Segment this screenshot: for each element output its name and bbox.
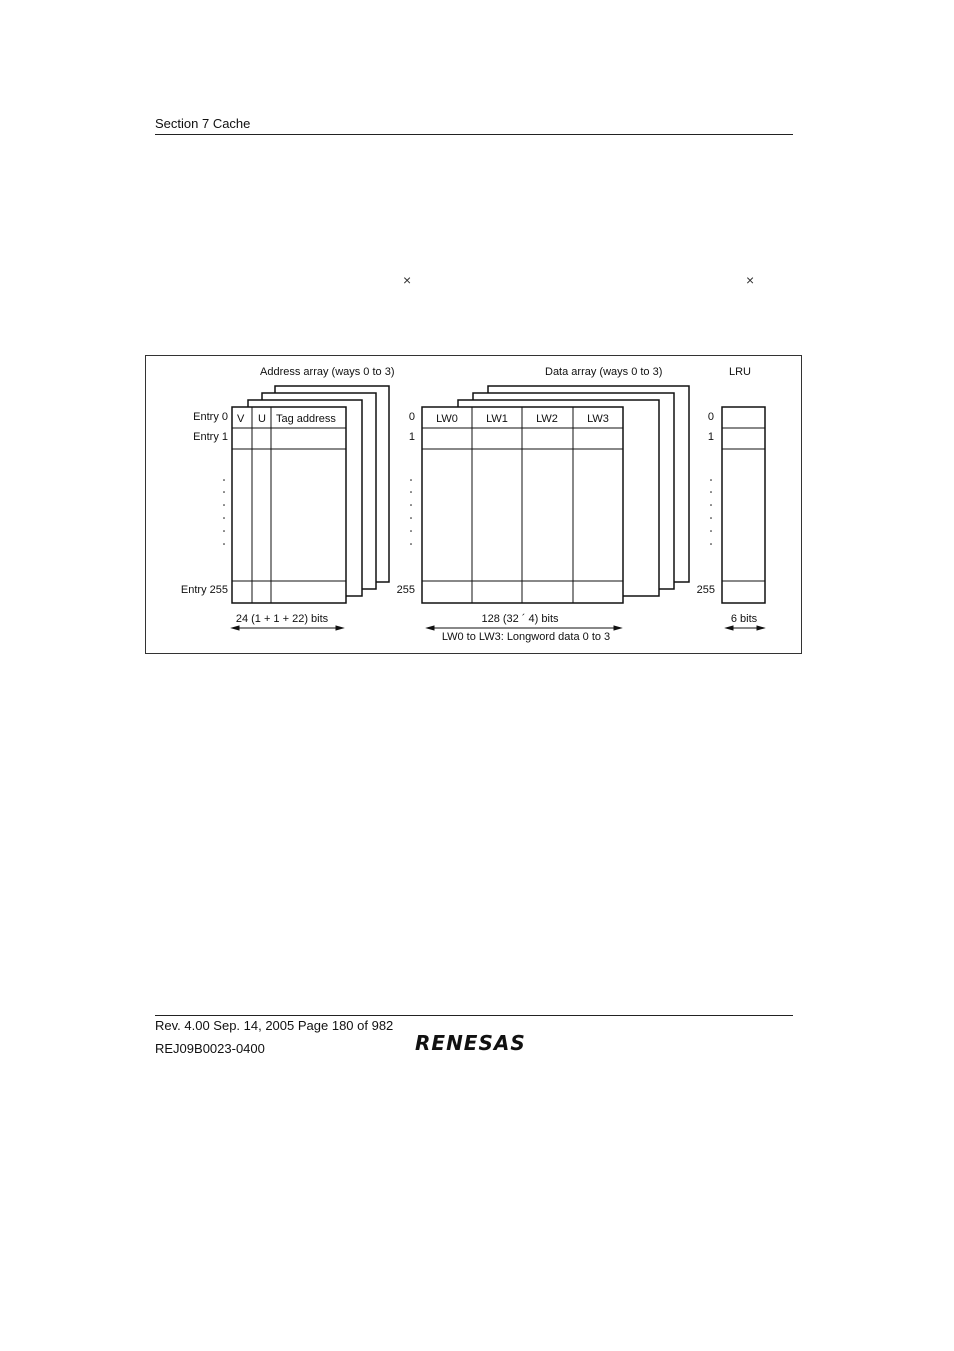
data-col-lw0: LW0 — [436, 413, 458, 425]
data-width-label: 128 (32 ´ 4) bits — [481, 613, 559, 625]
data-width-arrow — [427, 626, 621, 630]
footer-rule — [155, 1015, 793, 1016]
cache-structure-figure — [145, 355, 803, 655]
renesas-logo: RENESAS — [415, 1031, 526, 1055]
footer-doc-number: REJ09B0023-0400 — [155, 1041, 265, 1056]
lru-width-arrow — [726, 626, 764, 630]
data-legend: LW0 to LW3: Longword data 0 to 3 — [441, 631, 611, 643]
data-array-table — [422, 407, 623, 603]
times-symbol: × — [746, 272, 755, 288]
lru-row-1-label: 1 — [707, 431, 714, 443]
address-width-arrow — [232, 626, 343, 630]
times-symbol: × — [403, 272, 412, 288]
entry-255-label: Entry 255 — [180, 584, 228, 596]
data-array-title: Data array (ways 0 to 3) — [545, 366, 663, 378]
data-col-lw2: LW2 — [536, 413, 558, 425]
header-rule — [155, 134, 793, 135]
data-row-1-label: 1 — [408, 431, 415, 443]
data-col-lw3: LW3 — [587, 413, 609, 425]
lru-row-255-label: 255 — [696, 584, 715, 596]
lru-width-label: 6 bits — [730, 613, 758, 625]
lru-ellipsis-dots — [710, 479, 712, 545]
lru-table — [722, 407, 765, 603]
lru-row-0-label: 0 — [707, 411, 714, 423]
data-row-0-label: 0 — [408, 411, 415, 423]
data-col-lw1: LW1 — [486, 413, 508, 425]
data-row-255-label: 255 — [396, 584, 415, 596]
page-header-section: Section 7 Cache — [155, 116, 251, 131]
data-ellipsis-dots — [410, 479, 412, 545]
address-array-table — [232, 407, 346, 603]
entry-0-label: Entry 0 — [193, 411, 228, 423]
footer-revision-line: Rev. 4.00 Sep. 14, 2005 Page 180 of 982 — [155, 1018, 394, 1033]
lru-title: LRU — [729, 366, 752, 378]
entry-1-label: Entry 1 — [193, 431, 228, 443]
address-col-tag: Tag address — [276, 413, 336, 425]
address-col-u: U — [258, 413, 266, 425]
address-ellipsis-dots — [223, 479, 225, 545]
address-array-title: Address array (ways 0 to 3) — [260, 366, 395, 378]
address-col-v: V — [237, 413, 245, 425]
address-width-label: 24 (1 + 1 + 22) bits — [235, 613, 329, 625]
